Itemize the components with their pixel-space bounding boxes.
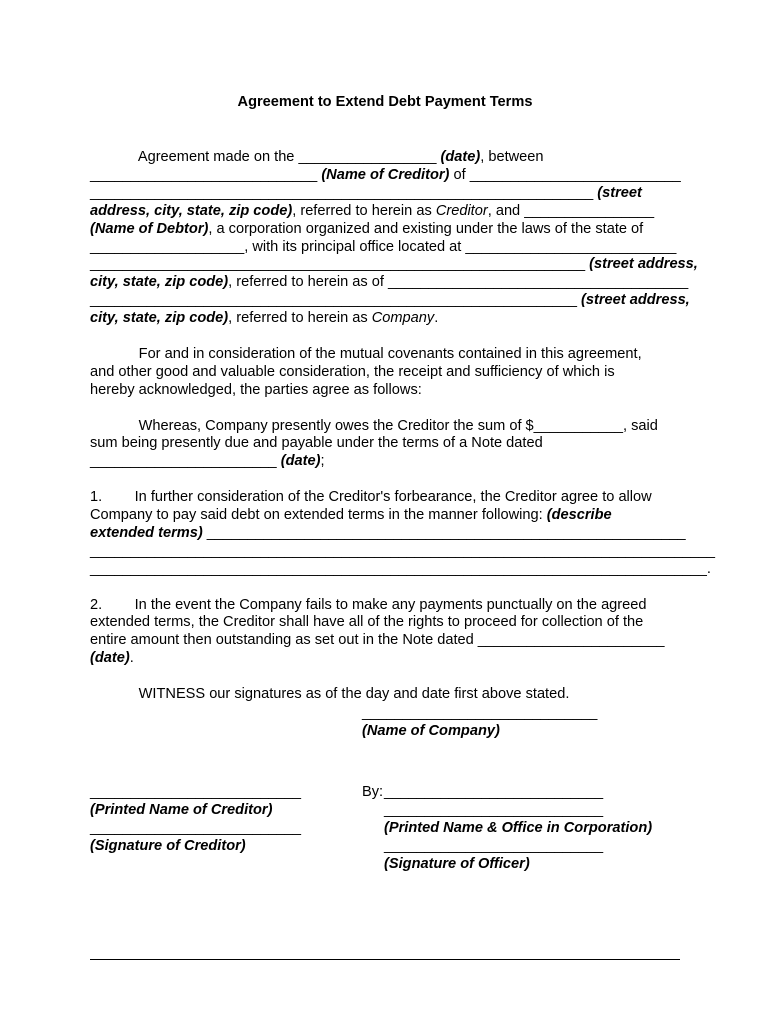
- body-text: of __________________________: [449, 166, 681, 183]
- field-label: address, city, state, zip code): [90, 202, 293, 219]
- body-text: ___________________________________________________________: [202, 524, 686, 541]
- field-label: city, state, zip code): [90, 310, 229, 327]
- body-text: , referred to herein as: [228, 310, 372, 327]
- field-label: (Name of Debtor): [90, 220, 209, 237]
- body-text: ____________________________________________________________: [90, 292, 582, 309]
- body-text: and other good and valuable consideration, the receipt and sufficiency of which is: [90, 363, 615, 380]
- body-line: [90, 560, 711, 578]
- creditor-printed-name-line: __________________________: [90, 784, 302, 800]
- defined-term: Creditor: [435, 202, 488, 219]
- body-text: , referred to herein as of _____________________________________: [228, 274, 689, 291]
- by-label: By:: [362, 784, 384, 800]
- field-label: city, state, zip code): [90, 274, 229, 291]
- body-line: [90, 291, 690, 309]
- body-text: .: [434, 310, 439, 327]
- officer-signature-line: ___________________________: [384, 838, 604, 854]
- creditor-signature-line: __________________________: [90, 820, 302, 836]
- body-line: [90, 345, 642, 363]
- body-line: [90, 542, 715, 560]
- body-line: [90, 309, 438, 327]
- body-line: [90, 255, 698, 273]
- body-text: WITNESS our signatures as of the day and date first above stated.: [90, 686, 570, 702]
- body-text: ___________________, with its principal office located at __________________________: [90, 238, 677, 255]
- body-line: [90, 596, 647, 614]
- officer-signature-label: (Signature of Officer): [384, 856, 530, 872]
- body-text: sum being presently due and payable under the terms of a Note dated: [90, 435, 543, 452]
- body-line: [90, 238, 676, 256]
- document-title: Agreement to Extend Debt Payment Terms: [237, 94, 533, 110]
- body-line: [90, 434, 543, 452]
- field-label: (date): [440, 149, 481, 165]
- body-line: [90, 381, 422, 399]
- body-text: Whereas, Company presently owes the Creditor the sum of $___________, said: [90, 417, 658, 434]
- field-label: (date): [280, 453, 321, 470]
- body-text: Company to pay said debt on extended terms in the manner following:: [90, 507, 547, 523]
- body-text: extended terms, the Creditor shall have all of the rights to proceed for collection of the: [90, 614, 644, 631]
- body-text: _______________________: [90, 453, 281, 470]
- body-line: [90, 506, 612, 524]
- body-line: [90, 631, 665, 649]
- body-text: For and in consideration of the mutual covenants contained in this agreement,: [90, 345, 642, 362]
- body-line: [90, 273, 688, 291]
- company-signature-line: _____________________________: [362, 705, 598, 721]
- by-signature-line: ___________________________: [384, 784, 604, 800]
- body-line: [90, 166, 681, 184]
- body-line: [90, 184, 642, 202]
- field-label: (street: [597, 184, 642, 201]
- body-line: [90, 649, 134, 667]
- body-text: ____________________________________________________________________________.: [90, 560, 711, 577]
- body-text: ____________________________: [90, 166, 322, 183]
- field-label: (street address,: [589, 256, 698, 273]
- body-text: hereby acknowledged, the parties agree as follows:: [90, 381, 422, 398]
- field-label: extended terms): [90, 524, 203, 541]
- body-line: [90, 488, 652, 506]
- body-text: , a corporation organized and existing under the laws of the state of: [208, 220, 644, 237]
- body-line: [90, 220, 643, 238]
- field-label: (describe: [546, 507, 612, 523]
- field-label: (date): [90, 650, 130, 667]
- body-text: 1. In further consideration of the Creditor's forbearance, the Creditor agree to allow: [90, 489, 652, 506]
- body-text: , between: [480, 149, 544, 165]
- body-text: Agreement made on the _________________: [90, 149, 441, 165]
- body-text: _____________________________________________________________: [90, 256, 590, 273]
- body-line: [90, 452, 325, 470]
- body-text: .: [129, 650, 134, 667]
- body-line: [90, 363, 615, 381]
- body-line: [90, 524, 686, 542]
- body-text: 2. In the event the Company fails to make any payments punctually on the agreed: [90, 596, 647, 613]
- body-text: , referred to herein as: [292, 202, 436, 219]
- field-label: (street address,: [581, 292, 690, 309]
- body-line: [90, 613, 643, 631]
- creditor-signature-label: (Signature of Creditor): [90, 838, 246, 854]
- body-text: entire amount then outstanding as set out in the Note dated _______________________: [90, 632, 665, 649]
- body-line: [90, 685, 569, 703]
- body-text: , and ________________: [487, 202, 655, 219]
- officer-printed-name-label: (Printed Name & Office in Corporation): [384, 820, 653, 836]
- officer-printed-name-line: ___________________________: [384, 802, 604, 818]
- footer-rule: [90, 959, 680, 960]
- field-label: (Name of Creditor): [321, 166, 450, 183]
- body-line: [90, 417, 658, 435]
- body-text: ;: [320, 453, 325, 470]
- body-text: _____________________________________________________________________________: [90, 542, 715, 559]
- company-name-label: (Name of Company): [362, 723, 500, 739]
- body-text: ______________________________________________________________: [90, 184, 598, 201]
- body-line: [90, 202, 654, 220]
- defined-term: Company: [371, 310, 435, 327]
- creditor-printed-name-label: (Printed Name of Creditor): [90, 802, 273, 818]
- body-line: [90, 148, 544, 166]
